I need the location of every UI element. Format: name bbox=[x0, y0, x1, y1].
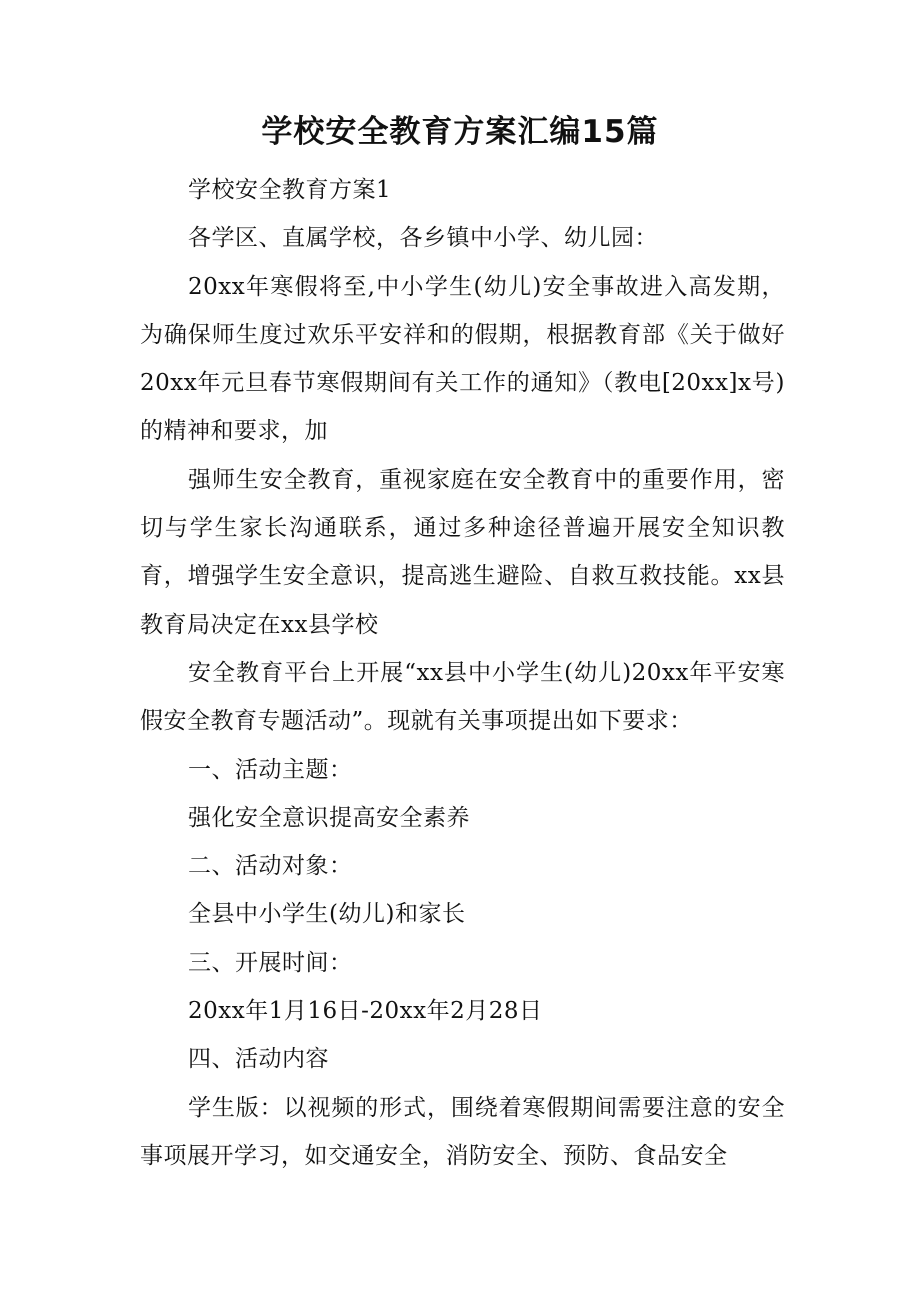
salutation-paragraph: 各学区、直属学校，各乡镇中小学、幼儿园： bbox=[188, 225, 658, 252]
document-body bbox=[140, 166, 785, 1180]
section-heading: 二、活动对象： bbox=[188, 853, 353, 880]
section-content: 全县中小学生(幼儿)和家长 bbox=[188, 901, 466, 928]
section-content: 20xx年1月16日-20xx年2月28日 bbox=[188, 998, 543, 1025]
document-title: 学校安全教育方案汇编15篇 bbox=[261, 114, 659, 150]
section-content: 学生版：以视频的形式，围绕着寒假期间需要注意的安全事项展开学习，如交通安全，消防安全、预防、食品安全 bbox=[140, 1094, 785, 1169]
body-paragraph: 强师生安全教育，重视家庭在安全教育中的重要作用，密切与学生家长沟通联系，通过多种途径普遍开展安全知识教育，增强学生安全意识，提高逃生避险、自救互救技能。xx县教育局决定在xx县学校 bbox=[140, 466, 785, 638]
section-heading: 四、活动内容 bbox=[188, 1046, 329, 1073]
section-heading: 三、开展时间： bbox=[188, 949, 353, 976]
section-heading: 一、活动主题： bbox=[188, 756, 353, 783]
body-paragraph: 安全教育平台上开展“xx县中小学生(幼儿)20xx年平安寒假安全教育专题活动”。现就有关事项提出如下要求： bbox=[140, 659, 785, 735]
section-content: 强化安全意识提高安全素养 bbox=[188, 804, 470, 831]
body-paragraph: 20xx年寒假将至,中小学生(幼儿)安全事故进入高发期，为确保师生度过欢乐平安祥和的假期，根据教育部《关于做好20xx年元旦春节寒假期间有关工作的通知》（教电[20xx]x号)的精神和要求，加 bbox=[140, 273, 785, 445]
document-subtitle: 学校安全教育方案1 bbox=[188, 177, 392, 203]
